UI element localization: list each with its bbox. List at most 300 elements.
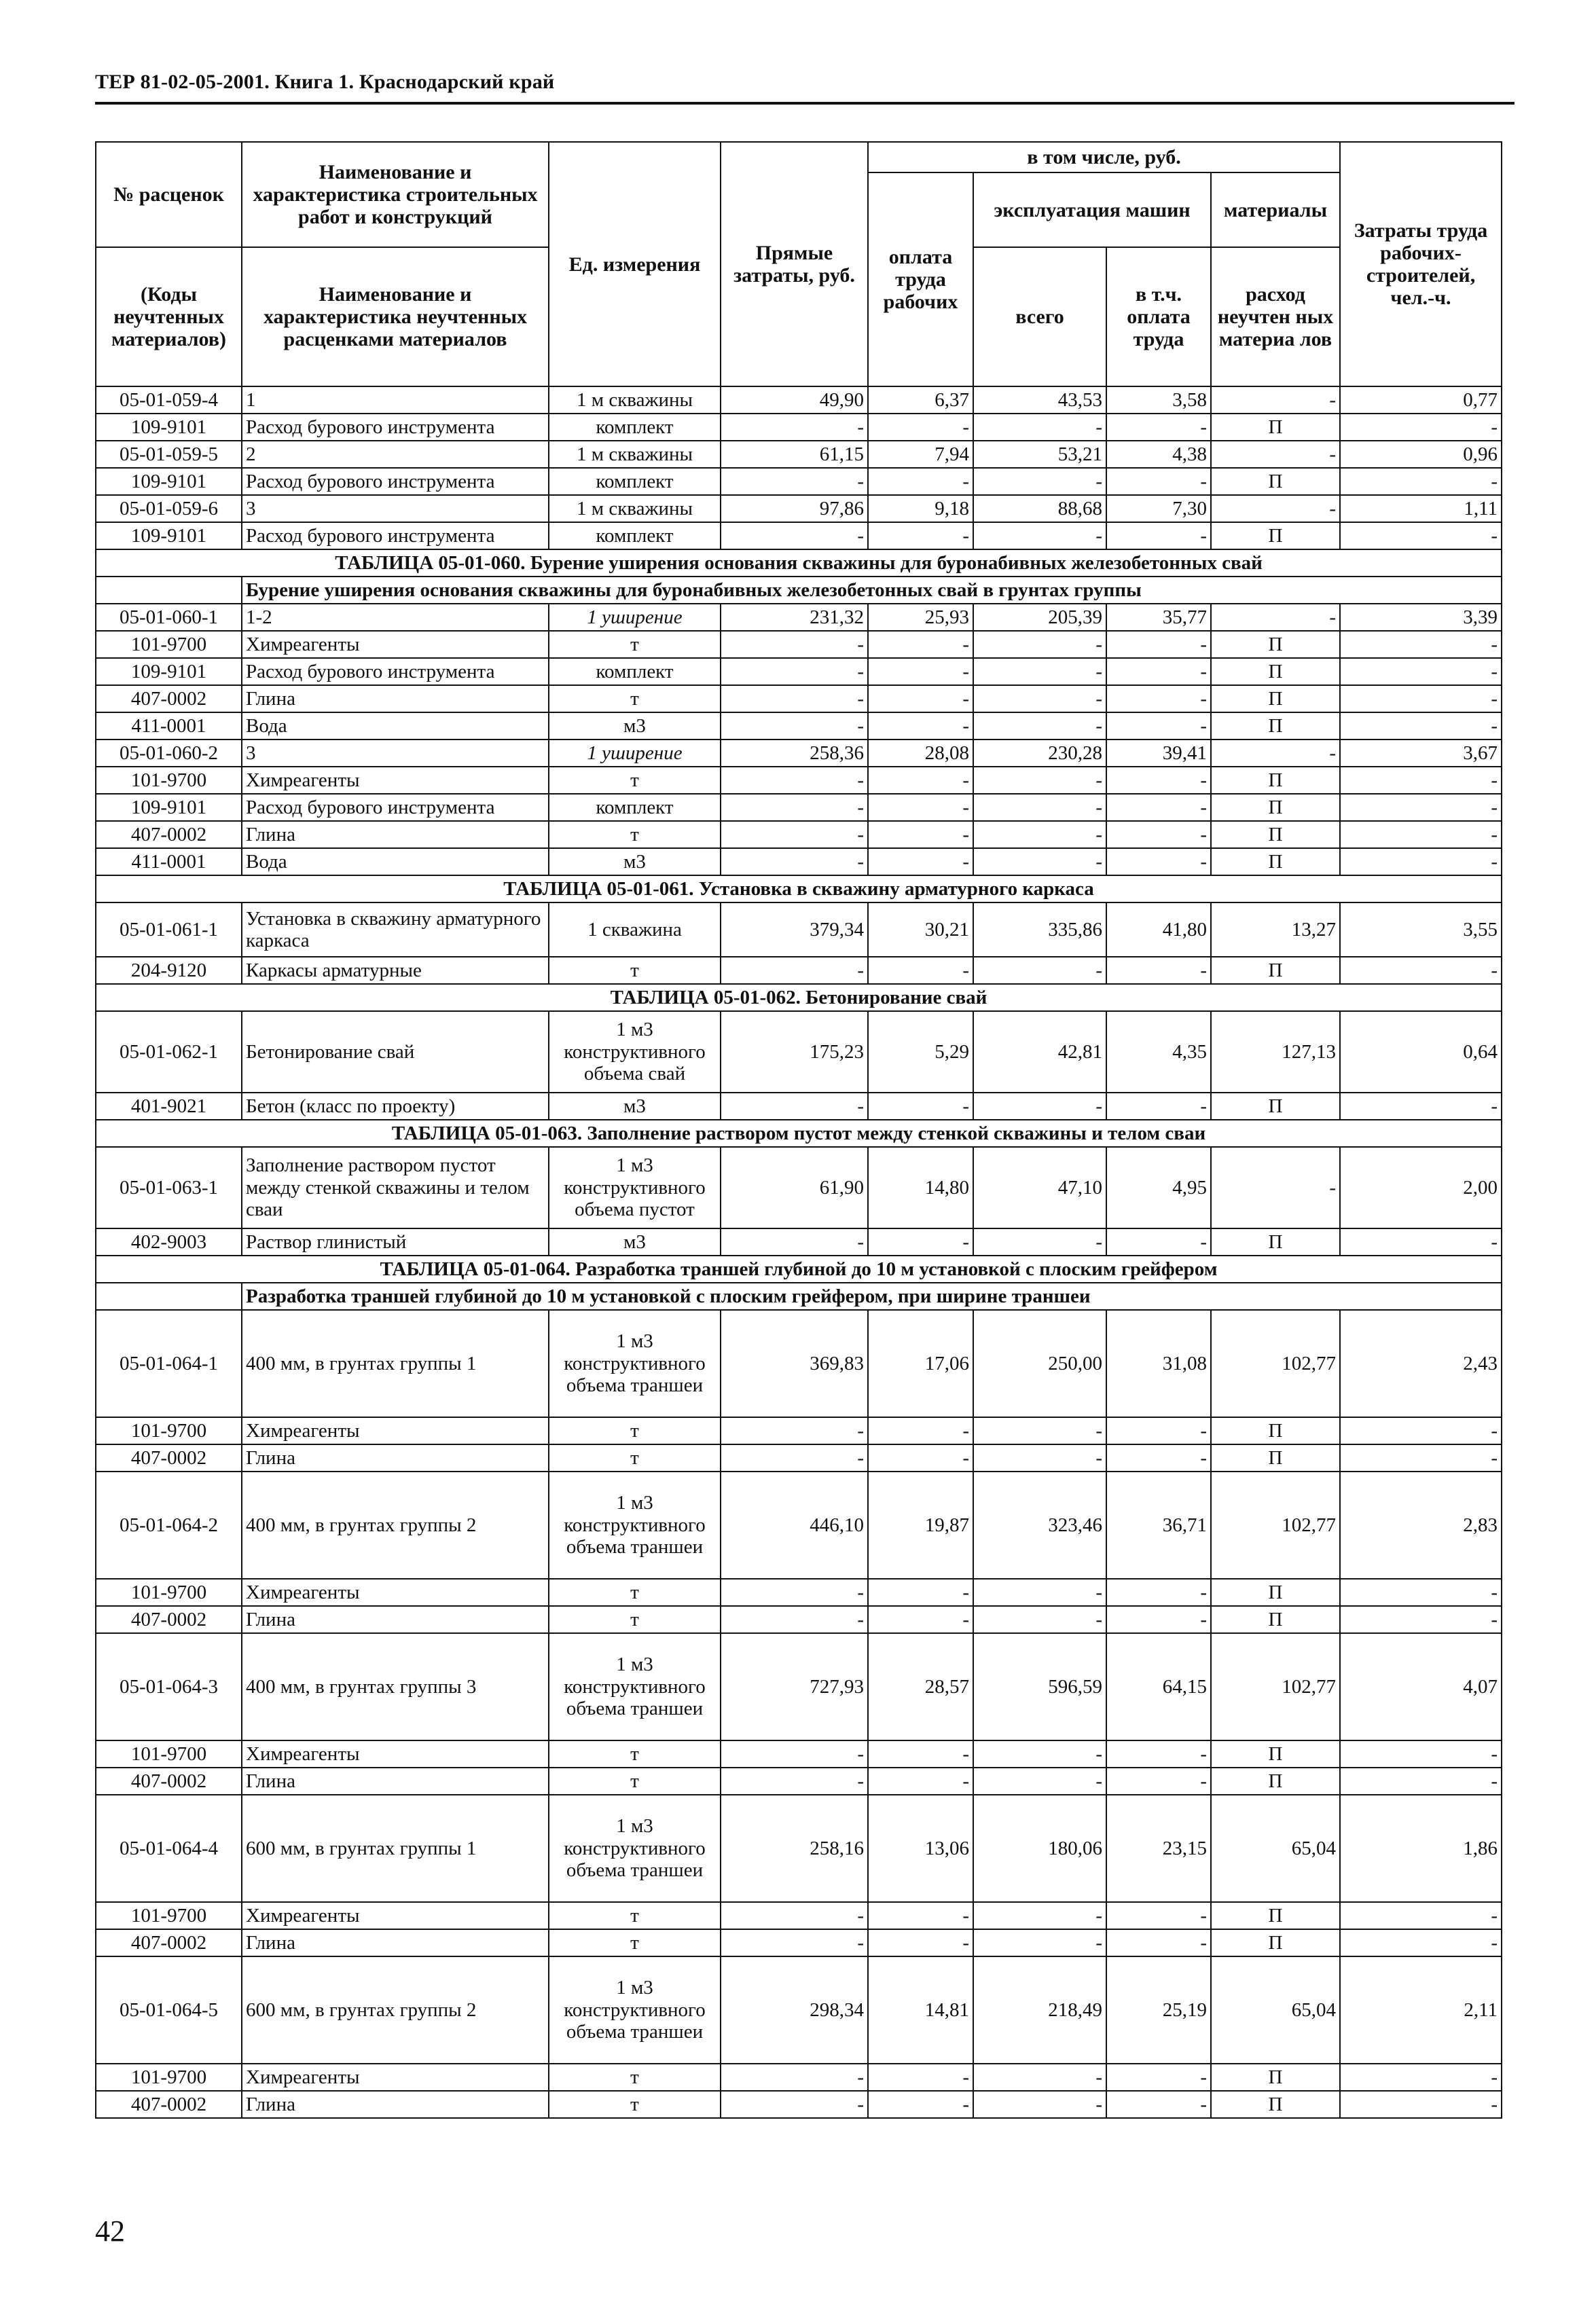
direct-cost-cell: 298,34	[721, 1956, 868, 2064]
labor-pay-cell: 19,87	[868, 1472, 973, 1579]
unit-cell: т	[549, 1417, 721, 1444]
direct-cost-cell: 175,23	[721, 1011, 868, 1093]
direct-cost-cell: -	[721, 2064, 868, 2091]
unit-cell: 1 м3 конструктивного объема свай	[549, 1011, 721, 1093]
machines-total-cell: 47,10	[973, 1147, 1106, 1228]
material-row	[96, 631, 1502, 658]
material-row	[96, 1929, 1502, 1956]
labor-cost-cell: -	[1340, 1740, 1502, 1768]
material-row	[96, 2091, 1502, 2118]
labor-cost-cell: 2,11	[1340, 1956, 1502, 2064]
labor-cost-cell: 1,11	[1340, 495, 1502, 522]
machines-labor-cell: 64,15	[1106, 1633, 1211, 1740]
name-cell: 600 мм, в грунтах группы 2	[242, 1956, 549, 2064]
materials-cell: П	[1211, 1444, 1340, 1472]
materials-cell: 13,27	[1211, 902, 1340, 957]
labor-pay-cell: -	[868, 1579, 973, 1606]
name-cell: Глина	[242, 685, 549, 712]
machines-total-cell: 218,49	[973, 1956, 1106, 2064]
labor-cost-cell: -	[1340, 1768, 1502, 1795]
section-title: ТАБЛИЦА 05-01-062. Бетонирование свай	[96, 984, 1502, 1011]
machines-total-cell: -	[973, 1902, 1106, 1929]
name-cell: Расход бурового инструмента	[242, 468, 549, 495]
labor-pay-cell: -	[868, 658, 973, 685]
unit-cell: т	[549, 1929, 721, 1956]
name-cell: 3	[242, 740, 549, 767]
machines-total-cell: 335,86	[973, 902, 1106, 957]
materials-cell: П	[1211, 1579, 1340, 1606]
machines-labor-cell: -	[1106, 685, 1211, 712]
code-cell: 101-9700	[96, 631, 242, 658]
direct-cost-cell: 49,90	[721, 386, 868, 414]
unit-cell: т	[549, 2064, 721, 2091]
direct-cost-cell: 258,16	[721, 1795, 868, 1902]
name-cell: Химреагенты	[242, 1740, 549, 1768]
machines-total-cell: -	[973, 685, 1106, 712]
direct-cost-cell: -	[721, 1606, 868, 1633]
labor-cost-cell: 2,00	[1340, 1147, 1502, 1228]
materials-cell: П	[1211, 468, 1340, 495]
unit-cell: т	[549, 2091, 721, 2118]
direct-cost-cell: -	[721, 658, 868, 685]
name-cell: Бетон (класс по проекту)	[242, 1093, 549, 1120]
materials-cell: П	[1211, 848, 1340, 875]
unit-cell: 1 м скважины	[549, 495, 721, 522]
header-name-bottom: Наименование и характеристика неучтенных расценками материалов	[242, 247, 549, 386]
labor-pay-cell: -	[868, 522, 973, 549]
name-cell: 600 мм, в грунтах группы 1	[242, 1795, 549, 1902]
name-cell: Глина	[242, 1444, 549, 1472]
direct-cost-cell: -	[721, 767, 868, 794]
unit-cell: т	[549, 1902, 721, 1929]
unit-cell: т	[549, 767, 721, 794]
material-row	[96, 1444, 1502, 1472]
labor-pay-cell: 5,29	[868, 1011, 973, 1093]
price-table	[95, 141, 1502, 2119]
machines-total-cell: -	[973, 1228, 1106, 1256]
labor-cost-cell: -	[1340, 631, 1502, 658]
machines-labor-cell: -	[1106, 2091, 1211, 2118]
header-labor-cost: Затраты труда рабочих-строителей, чел.-ч.	[1340, 142, 1502, 386]
unit-cell: м3	[549, 712, 721, 740]
material-row	[96, 1740, 1502, 1768]
name-cell: Глина	[242, 1606, 549, 1633]
materials-cell: П	[1211, 1929, 1340, 1956]
labor-pay-cell: 14,81	[868, 1956, 973, 2064]
labor-cost-cell: 0,77	[1340, 386, 1502, 414]
materials-cell: П	[1211, 1228, 1340, 1256]
materials-cell: П	[1211, 414, 1340, 441]
code-cell: 407-0002	[96, 1444, 242, 1472]
code-cell: 05-01-060-2	[96, 740, 242, 767]
machines-total-cell: 596,59	[973, 1633, 1106, 1740]
materials-cell: 102,77	[1211, 1633, 1340, 1740]
code-cell: 109-9101	[96, 794, 242, 821]
machines-total-cell: -	[973, 1768, 1106, 1795]
code-cell: 05-01-064-5	[96, 1956, 242, 2064]
labor-cost-cell: -	[1340, 794, 1502, 821]
materials-cell: П	[1211, 1740, 1340, 1768]
rate-row	[96, 1472, 1502, 1579]
rate-row	[96, 1147, 1502, 1228]
machines-total-cell: -	[973, 712, 1106, 740]
machines-labor-cell: -	[1106, 522, 1211, 549]
unit-cell: т	[549, 1444, 721, 1472]
direct-cost-cell: -	[721, 468, 868, 495]
material-row	[96, 1902, 1502, 1929]
labor-pay-cell: 28,08	[868, 740, 973, 767]
machines-labor-cell: -	[1106, 1929, 1211, 1956]
direct-cost-cell: 97,86	[721, 495, 868, 522]
machines-labor-cell: 39,41	[1106, 740, 1211, 767]
machines-total-cell: -	[973, 1740, 1106, 1768]
unit-cell: комплект	[549, 794, 721, 821]
unit-cell: 1 м скважины	[549, 386, 721, 414]
page-number: 42	[95, 2214, 125, 2248]
labor-cost-cell: 0,64	[1340, 1011, 1502, 1093]
material-row	[96, 957, 1502, 984]
direct-cost-cell: -	[721, 522, 868, 549]
direct-cost-cell: 258,36	[721, 740, 868, 767]
machines-total-cell: 180,06	[973, 1795, 1106, 1902]
direct-cost-cell: -	[721, 821, 868, 848]
code-cell: 101-9700	[96, 1417, 242, 1444]
unit-cell: т	[549, 631, 721, 658]
labor-pay-cell: 14,80	[868, 1147, 973, 1228]
material-row	[96, 1417, 1502, 1444]
labor-cost-cell: -	[1340, 821, 1502, 848]
direct-cost-cell: -	[721, 848, 868, 875]
material-row	[96, 468, 1502, 495]
labor-cost-cell: 3,67	[1340, 740, 1502, 767]
labor-pay-cell: -	[868, 794, 973, 821]
section-row	[96, 1120, 1502, 1147]
labor-cost-cell: -	[1340, 658, 1502, 685]
code-cell: 05-01-064-1	[96, 1310, 242, 1417]
unit-cell: 1 м3 конструктивного объема траншеи	[549, 1310, 721, 1417]
labor-pay-cell: 7,94	[868, 441, 973, 468]
name-cell: Расход бурового инструмента	[242, 414, 549, 441]
code-cell: 407-0002	[96, 2091, 242, 2118]
code-cell: 05-01-062-1	[96, 1011, 242, 1093]
machines-total-cell: 205,39	[973, 604, 1106, 631]
machines-total-cell: -	[973, 1606, 1106, 1633]
subsection-row	[96, 577, 1502, 604]
machines-labor-cell: -	[1106, 1417, 1211, 1444]
header-including-group: в том числе, руб.	[868, 142, 1340, 172]
name-cell: Вода	[242, 712, 549, 740]
labor-pay-cell: -	[868, 957, 973, 984]
name-cell: Химреагенты	[242, 767, 549, 794]
machines-labor-cell: 36,71	[1106, 1472, 1211, 1579]
rate-row	[96, 1310, 1502, 1417]
unit-cell: 1 уширение	[549, 604, 721, 631]
labor-cost-cell: -	[1340, 1093, 1502, 1120]
labor-cost-cell: -	[1340, 848, 1502, 875]
material-row	[96, 414, 1502, 441]
direct-cost-cell: -	[721, 631, 868, 658]
machines-labor-cell: 4,95	[1106, 1147, 1211, 1228]
unit-cell: 1 м3 конструктивного объема пустот	[549, 1147, 721, 1228]
materials-cell: -	[1211, 441, 1340, 468]
labor-pay-cell: -	[868, 848, 973, 875]
name-cell: 400 мм, в грунтах группы 1	[242, 1310, 549, 1417]
name-cell: Химреагенты	[242, 631, 549, 658]
material-row	[96, 794, 1502, 821]
rate-row	[96, 386, 1502, 414]
materials-cell: 127,13	[1211, 1011, 1340, 1093]
labor-pay-cell: -	[868, 414, 973, 441]
unit-cell: м3	[549, 1093, 721, 1120]
header-labor-pay: оплата труда рабочих	[868, 172, 973, 386]
unit-cell: 1 м3 конструктивного объема траншеи	[549, 1633, 721, 1740]
machines-labor-cell: -	[1106, 1606, 1211, 1633]
machines-labor-cell: -	[1106, 794, 1211, 821]
machines-labor-cell: 4,35	[1106, 1011, 1211, 1093]
name-cell: 1	[242, 386, 549, 414]
header-unit: Ед. измерения	[549, 142, 721, 386]
labor-cost-cell: -	[1340, 1929, 1502, 1956]
code-cell: 407-0002	[96, 821, 242, 848]
name-cell: Химреагенты	[242, 1579, 549, 1606]
code-cell: 109-9101	[96, 468, 242, 495]
material-row	[96, 1579, 1502, 1606]
header-machines-labor: в т.ч. оплата труда	[1106, 247, 1211, 386]
materials-cell: П	[1211, 658, 1340, 685]
section-row	[96, 875, 1502, 902]
code-cell: 407-0002	[96, 1768, 242, 1795]
machines-labor-cell: -	[1106, 2064, 1211, 2091]
subsection-title: Разработка траншей глубиной до 10 м установкой с плоским грейфером, при ширине траншеи	[242, 1283, 1502, 1310]
materials-cell: П	[1211, 794, 1340, 821]
labor-cost-cell: 0,96	[1340, 441, 1502, 468]
machines-labor-cell: 41,80	[1106, 902, 1211, 957]
direct-cost-cell: -	[721, 1902, 868, 1929]
machines-total-cell: 53,21	[973, 441, 1106, 468]
direct-cost-cell: -	[721, 2091, 868, 2118]
name-cell: Глина	[242, 1929, 549, 1956]
section-title: ТАБЛИЦА 05-01-060. Бурение уширения основания скважины для буронабивных железобетонных свай	[96, 549, 1502, 577]
materials-cell: П	[1211, 1093, 1340, 1120]
labor-pay-cell: -	[868, 1929, 973, 1956]
machines-labor-cell: -	[1106, 821, 1211, 848]
direct-cost-cell: -	[721, 794, 868, 821]
header-machines-group: эксплуатация машин	[973, 172, 1211, 247]
labor-pay-cell: -	[868, 1444, 973, 1472]
materials-cell: П	[1211, 522, 1340, 549]
code-cell: 401-9021	[96, 1093, 242, 1120]
header-name-top: Наименование и характеристика строительных работ и конструкций	[242, 142, 549, 247]
materials-cell: -	[1211, 604, 1340, 631]
code-cell: 407-0002	[96, 1606, 242, 1633]
unit-cell: 1 м3 конструктивного объема траншеи	[549, 1956, 721, 2064]
material-row	[96, 2064, 1502, 2091]
materials-cell: П	[1211, 1902, 1340, 1929]
machines-total-cell: -	[973, 848, 1106, 875]
labor-cost-cell: -	[1340, 1606, 1502, 1633]
code-cell: 101-9700	[96, 2064, 242, 2091]
machines-total-cell: -	[973, 1929, 1106, 1956]
code-cell: 109-9101	[96, 522, 242, 549]
rate-row	[96, 1956, 1502, 2064]
name-cell: Бетонирование свай	[242, 1011, 549, 1093]
code-cell: 101-9700	[96, 1740, 242, 1768]
materials-cell: -	[1211, 495, 1340, 522]
name-cell: Расход бурового инструмента	[242, 522, 549, 549]
rate-row	[96, 1795, 1502, 1902]
labor-pay-cell: 28,57	[868, 1633, 973, 1740]
direct-cost-cell: -	[721, 1579, 868, 1606]
labor-pay-cell: -	[868, 468, 973, 495]
code-cell: 05-01-059-6	[96, 495, 242, 522]
direct-cost-cell: -	[721, 1228, 868, 1256]
materials-cell: П	[1211, 767, 1340, 794]
machines-labor-cell: 7,30	[1106, 495, 1211, 522]
labor-pay-cell: 30,21	[868, 902, 973, 957]
machines-labor-cell: -	[1106, 631, 1211, 658]
labor-cost-cell: 2,83	[1340, 1472, 1502, 1579]
machines-total-cell: 250,00	[973, 1310, 1106, 1417]
direct-cost-cell: 727,93	[721, 1633, 868, 1740]
name-cell: Глина	[242, 2091, 549, 2118]
name-cell: Химреагенты	[242, 1417, 549, 1444]
labor-cost-cell: -	[1340, 712, 1502, 740]
code-cell: 05-01-059-5	[96, 441, 242, 468]
name-cell: 2	[242, 441, 549, 468]
machines-labor-cell: 25,19	[1106, 1956, 1211, 2064]
name-cell: 3	[242, 495, 549, 522]
direct-cost-cell: 446,10	[721, 1472, 868, 1579]
material-row	[96, 1228, 1502, 1256]
name-cell: Расход бурового инструмента	[242, 794, 549, 821]
materials-cell: -	[1211, 1147, 1340, 1228]
code-cell: 05-01-064-2	[96, 1472, 242, 1579]
material-row	[96, 821, 1502, 848]
subsection-title: Бурение уширения основания скважины для буронабивных железобетонных свай в грунтах группы	[242, 577, 1502, 604]
code-cell: 05-01-064-4	[96, 1795, 242, 1902]
machines-labor-cell: -	[1106, 658, 1211, 685]
direct-cost-cell: -	[721, 414, 868, 441]
materials-cell: П	[1211, 685, 1340, 712]
code-cell: 407-0002	[96, 685, 242, 712]
name-cell: Химреагенты	[242, 2064, 549, 2091]
materials-cell: П	[1211, 2064, 1340, 2091]
machines-total-cell: -	[973, 1444, 1106, 1472]
labor-pay-cell: 25,93	[868, 604, 973, 631]
machines-total-cell: -	[973, 658, 1106, 685]
name-cell: Вода	[242, 848, 549, 875]
labor-cost-cell: -	[1340, 957, 1502, 984]
section-row	[96, 1256, 1502, 1283]
labor-pay-cell: -	[868, 1902, 973, 1929]
direct-cost-cell: -	[721, 1417, 868, 1444]
material-row	[96, 685, 1502, 712]
machines-total-cell: -	[973, 522, 1106, 549]
machines-total-cell: 42,81	[973, 1011, 1106, 1093]
code-cell: 101-9700	[96, 767, 242, 794]
labor-pay-cell: -	[868, 631, 973, 658]
unit-cell: 1 м3 конструктивного объема траншеи	[549, 1472, 721, 1579]
unit-cell: м3	[549, 1228, 721, 1256]
machines-labor-cell: 4,38	[1106, 441, 1211, 468]
labor-cost-cell: -	[1340, 1579, 1502, 1606]
code-cell: 411-0001	[96, 712, 242, 740]
direct-cost-cell: -	[721, 712, 868, 740]
machines-total-cell: -	[973, 821, 1106, 848]
unit-cell: т	[549, 957, 721, 984]
machines-total-cell: -	[973, 1579, 1106, 1606]
machines-total-cell: 323,46	[973, 1472, 1106, 1579]
labor-cost-cell: -	[1340, 685, 1502, 712]
header-rule	[95, 102, 1515, 105]
labor-pay-cell: 9,18	[868, 495, 973, 522]
labor-cost-cell: -	[1340, 1444, 1502, 1472]
labor-pay-cell: 17,06	[868, 1310, 973, 1417]
labor-cost-cell: 1,86	[1340, 1795, 1502, 1902]
section-row	[96, 984, 1502, 1011]
labor-cost-cell: -	[1340, 522, 1502, 549]
labor-pay-cell: -	[868, 1606, 973, 1633]
section-title: ТАБЛИЦА 05-01-063. Заполнение раствором пустот между стенкой скважины и телом сваи	[96, 1120, 1502, 1147]
direct-cost-cell: 61,90	[721, 1147, 868, 1228]
unit-cell: комплект	[549, 522, 721, 549]
section-row	[96, 549, 1502, 577]
unit-cell: т	[549, 685, 721, 712]
materials-cell: П	[1211, 821, 1340, 848]
code-cell: 05-01-061-1	[96, 902, 242, 957]
machines-total-cell: -	[973, 957, 1106, 984]
direct-cost-cell: 369,83	[721, 1310, 868, 1417]
machines-labor-cell: 3,58	[1106, 386, 1211, 414]
materials-cell: 102,77	[1211, 1472, 1340, 1579]
name-cell: 400 мм, в грунтах группы 3	[242, 1633, 549, 1740]
unit-cell: т	[549, 1740, 721, 1768]
machines-total-cell: -	[973, 631, 1106, 658]
code-cell: 402-9003	[96, 1228, 242, 1256]
code-cell: 05-01-060-1	[96, 604, 242, 631]
subsection-spacer	[96, 1283, 242, 1310]
unit-cell: 1 м скважины	[549, 441, 721, 468]
materials-cell: 65,04	[1211, 1956, 1340, 2064]
code-cell: 109-9101	[96, 414, 242, 441]
machines-labor-cell: -	[1106, 712, 1211, 740]
name-cell: 400 мм, в грунтах группы 2	[242, 1472, 549, 1579]
material-row	[96, 767, 1502, 794]
labor-cost-cell: 3,39	[1340, 604, 1502, 631]
unit-cell: т	[549, 1768, 721, 1795]
labor-cost-cell: -	[1340, 414, 1502, 441]
labor-pay-cell: -	[868, 1740, 973, 1768]
code-cell: 109-9101	[96, 658, 242, 685]
labor-cost-cell: 4,07	[1340, 1633, 1502, 1740]
rate-row	[96, 1011, 1502, 1093]
unit-cell: 1 уширение	[549, 740, 721, 767]
machines-labor-cell: -	[1106, 1444, 1211, 1472]
machines-total-cell: -	[973, 1417, 1106, 1444]
header-materials-group: материалы	[1211, 172, 1340, 247]
labor-cost-cell: -	[1340, 1228, 1502, 1256]
material-row	[96, 1606, 1502, 1633]
materials-cell: П	[1211, 631, 1340, 658]
materials-cell: П	[1211, 712, 1340, 740]
unit-cell: 1 м3 конструктивного объема траншеи	[549, 1795, 721, 1902]
section-title: ТАБЛИЦА 05-01-064. Разработка траншей глубиной до 10 м установкой с плоским грейфером	[96, 1256, 1502, 1283]
labor-cost-cell: -	[1340, 2064, 1502, 2091]
unit-cell: комплект	[549, 414, 721, 441]
labor-pay-cell: -	[868, 685, 973, 712]
direct-cost-cell: -	[721, 1740, 868, 1768]
subsection-spacer	[96, 577, 242, 604]
